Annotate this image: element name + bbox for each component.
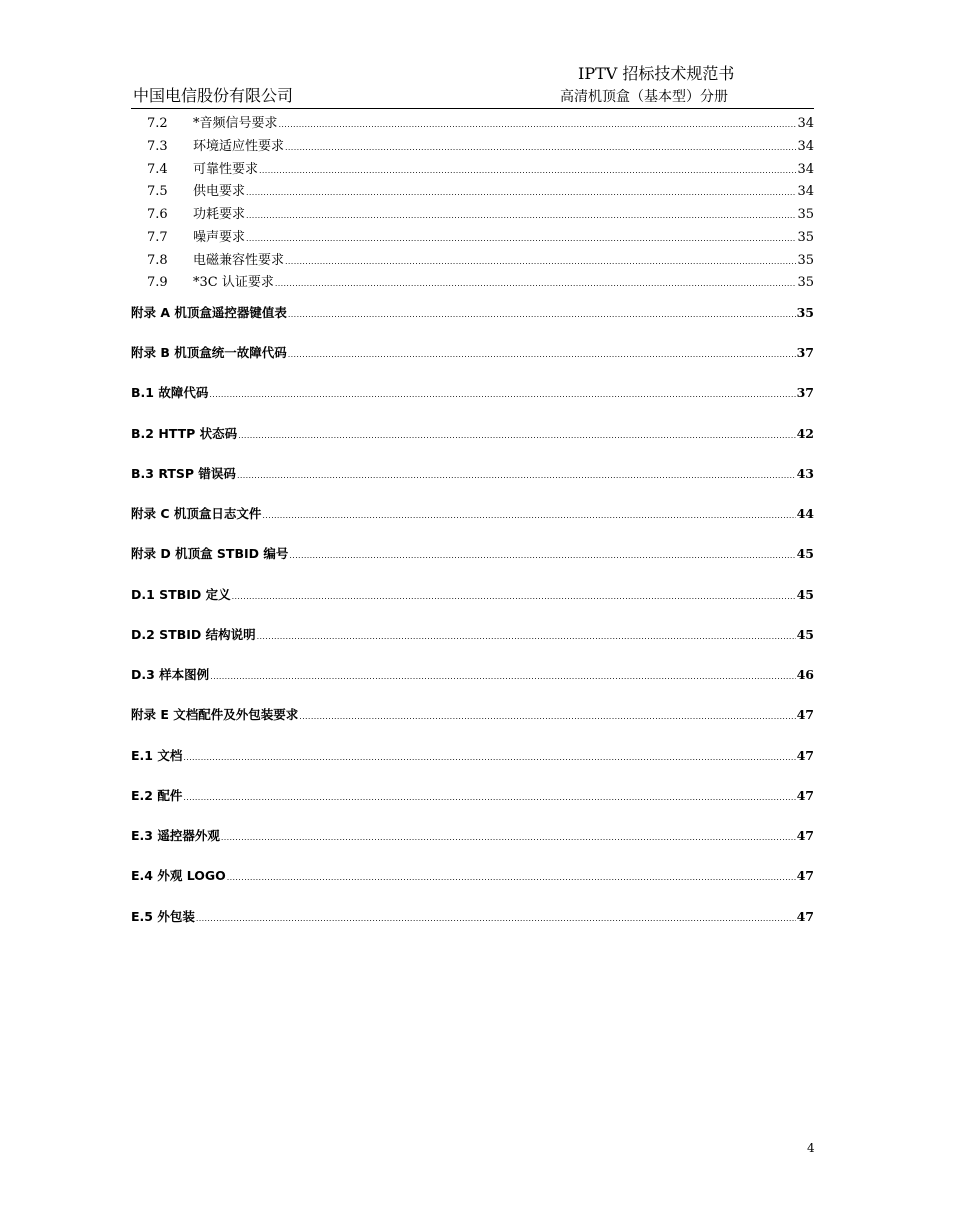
toc-entry-title: 附录 C 机顶盒日志文件: [131, 506, 262, 521]
toc-entry-page: 47: [796, 868, 814, 883]
document-title: IPTV 招标技术规范书: [578, 64, 735, 83]
toc-entry-number: 7.5: [147, 184, 168, 199]
document-subtitle: 高清机顶盒（基本型）分册: [560, 89, 728, 105]
toc-entry[interactable]: [131, 135, 814, 155]
toc-entry-title: 环境适应性要求: [193, 139, 285, 154]
toc-entry-page: 34: [797, 184, 814, 199]
toc-dot-leader: [237, 466, 796, 481]
toc-entry-page: 37: [796, 345, 814, 360]
toc-entry-page: 35: [797, 230, 814, 245]
toc-entry-number: 7.3: [147, 139, 168, 154]
toc-entry[interactable]: [131, 464, 814, 484]
toc-entry-page: 35: [796, 305, 814, 320]
toc-entry-number: 7.8: [147, 253, 168, 268]
toc-entry[interactable]: [131, 786, 814, 806]
toc-dot-leader: [246, 184, 796, 199]
toc-entry-title: D.2 STBID 结构说明: [131, 627, 256, 642]
toc-entry[interactable]: [131, 826, 814, 846]
toc-entry[interactable]: [131, 249, 814, 269]
toc-dot-leader: [246, 207, 796, 222]
toc-dot-leader: [221, 828, 796, 843]
toc-entry-title: 附录 A 机顶盒遥控器键值表: [131, 305, 287, 320]
toc-entry[interactable]: [131, 866, 814, 886]
toc-dot-leader: [246, 230, 796, 245]
toc-entry-page: 35: [797, 253, 814, 268]
toc-entry-title: 附录 D 机顶盒 STBID 编号: [131, 546, 289, 561]
toc-entry-page: 34: [797, 162, 814, 177]
toc-dot-leader: [232, 587, 796, 602]
page-number: 4: [807, 1141, 815, 1155]
toc-entry-title: 噪声要求: [193, 230, 246, 245]
toc-entry[interactable]: [131, 705, 814, 725]
toc-dot-leader: [285, 253, 796, 268]
toc-entry-title: E.2 配件: [131, 788, 183, 803]
toc-entry-page: 34: [797, 116, 814, 131]
toc-entry-page: 37: [796, 385, 814, 400]
toc-entry-number: 7.9: [147, 275, 168, 290]
toc-entry-title: E.3 遥控器外观: [131, 828, 220, 843]
toc-dot-leader: [299, 707, 795, 722]
toc-entry-number: 7.7: [147, 230, 168, 245]
toc-dot-leader: [289, 546, 795, 561]
toc-dot-leader: [275, 275, 797, 290]
toc-entry[interactable]: [131, 544, 814, 564]
toc-entry-title: B.3 RTSP 错误码: [131, 466, 236, 481]
toc-entry-page: 45: [796, 627, 814, 642]
toc-entry-page: 35: [797, 207, 814, 222]
toc-entry[interactable]: [131, 585, 814, 605]
toc-entry-page: 45: [796, 587, 814, 602]
toc-entry-page: 46: [796, 667, 814, 682]
toc-entry-page: 35: [797, 275, 814, 290]
toc-entry-title: 电磁兼容性要求: [193, 253, 285, 268]
toc-dot-leader: [196, 909, 796, 924]
toc-entry-page: 44: [796, 506, 814, 521]
toc-entry[interactable]: [131, 746, 814, 766]
toc-entry[interactable]: [131, 504, 814, 524]
toc-entry-title: E.5 外包装: [131, 909, 195, 924]
toc-entry-number: 7.4: [147, 162, 168, 177]
toc-entry-page: 47: [796, 707, 814, 722]
toc-entry-title: 供电要求: [193, 184, 246, 199]
toc-entry[interactable]: [131, 203, 814, 223]
toc-entry-page: 47: [796, 828, 814, 843]
toc-entry[interactable]: [131, 271, 814, 291]
toc-entry-page: 34: [797, 139, 814, 154]
toc-entry-title: E.1 文档: [131, 748, 183, 763]
toc-entry-number: 7.6: [147, 207, 168, 222]
toc-entry[interactable]: [131, 158, 814, 178]
toc-entry-title: D.3 样本图例: [131, 667, 210, 682]
toc-dot-leader: [183, 748, 795, 763]
toc-dot-leader: [288, 305, 796, 320]
toc-entry[interactable]: [131, 625, 814, 645]
toc-dot-leader: [227, 868, 796, 883]
toc-entry-title: E.4 外观 LOGO: [131, 868, 226, 883]
toc-dot-leader: [209, 385, 795, 400]
toc-dot-leader: [285, 139, 796, 154]
toc-dot-leader: [288, 345, 796, 360]
toc-entry-page: 47: [796, 748, 814, 763]
toc-entry-title: B.2 HTTP 状态码: [131, 426, 238, 441]
toc-dot-leader: [238, 426, 795, 441]
toc-entry[interactable]: [131, 303, 814, 323]
toc-entry-number: 7.2: [147, 116, 168, 131]
toc-entry-page: 43: [796, 466, 814, 481]
toc-entry-title: 附录 B 机顶盒统一故障代码: [131, 345, 287, 360]
toc-entry[interactable]: [131, 226, 814, 246]
toc-entry[interactable]: [131, 665, 814, 685]
company-name: 中国电信股份有限公司: [133, 86, 294, 105]
toc-dot-leader: [183, 788, 795, 803]
toc-dot-leader: [210, 667, 795, 682]
toc-entry-page: 45: [796, 546, 814, 561]
toc-dot-leader: [259, 162, 796, 177]
toc-dot-leader: [262, 506, 795, 521]
toc-entry-title: D.1 STBID 定义: [131, 587, 231, 602]
toc-entry[interactable]: [131, 343, 814, 363]
toc-entry[interactable]: [131, 907, 814, 927]
toc-entry-title: B.1 故障代码: [131, 385, 209, 400]
header-divider: [131, 108, 814, 109]
toc-entry-title: *3C 认证要求: [193, 275, 274, 290]
toc-dot-leader: [279, 116, 797, 131]
toc-dot-leader: [257, 627, 796, 642]
toc-entry[interactable]: [131, 383, 814, 403]
toc-entry-title: 功耗要求: [193, 207, 246, 222]
toc-entry-page: 47: [796, 909, 814, 924]
toc-entry[interactable]: [131, 112, 814, 132]
toc-entry-page: 42: [796, 426, 814, 441]
toc-entry-page: 47: [796, 788, 814, 803]
toc-entry-title: *音频信号要求: [193, 116, 278, 131]
toc-entry[interactable]: [131, 424, 814, 444]
toc-entry-title: 可靠性要求: [193, 162, 259, 177]
toc-entry-title: 附录 E 文档配件及外包装要求: [131, 707, 299, 722]
toc-entry[interactable]: [131, 180, 814, 200]
